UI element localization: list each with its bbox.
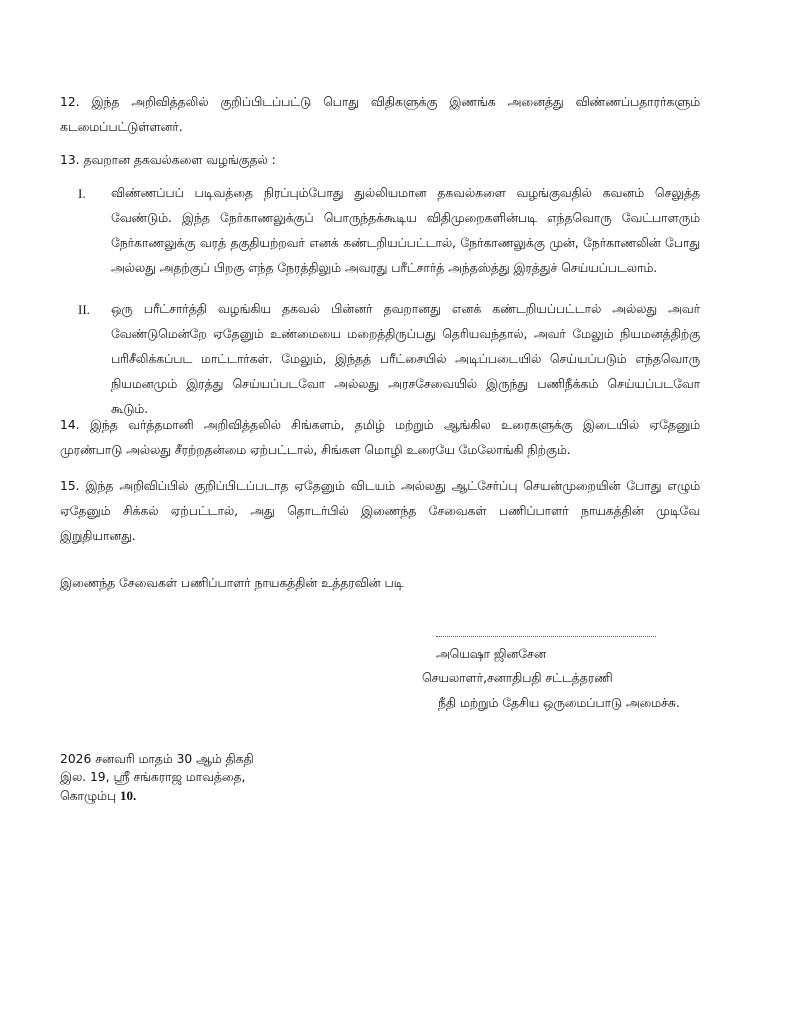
signatory-ministry: நீதி மற்றும் தேசிய ஒருமைப்பாடு அமைச்சு. (438, 696, 680, 710)
issue-date (60, 751, 254, 769)
paragraph-13-heading: 13. தவறான தகவல்களை வழங்குதல் : (60, 153, 276, 167)
paragraph-15: 15. இந்த அறிவிப்பில் குறிப்பிடப்படாத ஏதேனும் விடயம் அல்லது ஆட்சேர்ப்பு செயன்முறையின் போது எழும் ஏதேனும் சிக்கல் ஏற்பட்டால், அது தொடர்பில் இணைந்த சேவைகள் பணிப்பாளர் நாயகத்தின் முடிவே இறுதியானது. (60, 479, 700, 543)
order-line: இணைந்த சேவைகள் பணிப்பாளர் நாயகத்தின் உத்தரவின் படி (60, 576, 404, 590)
issue-date-rest: சனவரி மாதம் 30 ஆம் திகதி (95, 752, 254, 766)
paragraph-14: 14. இந்த வர்த்தமானி அறிவித்தலில் சிங்களம், தமிழ் மற்றும் ஆங்கில உரைகளுக்கு இடையில் ஏதேனும் முரண்பாடு அல்லது சீரற்றதன்மை ஏற்பட்டால், சிங்கள மொழி உரையே மேலோங்கி நிற்கும். (60, 418, 700, 457)
address-city-number: 10. (119, 788, 137, 803)
list-item-text: விண்ணப்பப் படிவத்தை நிரப்பும்போது துல்லியமான தகவல்களை வழங்குவதில் கவனம் செலுத்த வேண்டும். இந்த நேர்காணலுக்குப் பொருந்தக்கூடிய விதிமுறைகளின்படி எந்தவொரு வேட்பாளரும் நேர்காணலுக்கு வரத் தகுதியற்றவர் எனக் கண்டறியப்பட்டால், நேர்காணலுக்கு முன், நேர்காணலின் போது அல்லது அதற்குப் பிறகு எந்த நேரத்திலும் அவரது பரீட்சார்த் அந்தஸ்த்து இரத்துச் செய்யப்படலாம். (111, 186, 700, 275)
address-city (60, 787, 136, 806)
address-street: இல. 19, ஸ்ரீ சங்கராஜ மாவத்தை, (60, 770, 246, 784)
signature-line (436, 636, 656, 637)
signatory-title: செயலாளர்,சனாதிபதி சட்டத்தரணி (422, 671, 613, 685)
list-item-number: I. (78, 186, 86, 201)
list-item-2 (78, 297, 700, 422)
address-city-name: கொழும்பு (60, 789, 117, 803)
issue-date-year: 2026 (60, 752, 92, 766)
signatory-name: அயெஷா ஜினசேன (436, 647, 546, 661)
list-item-1 (78, 181, 700, 281)
list-item-text: ஒரு பரீட்சார்த்தி வழங்கிய தகவல் பின்னர் தவறானது எனக் கண்டறியப்பட்டால் அல்லது அவர் வேண்டுமென்றே ஏதேனும் உண்மையை மறைத்திருப்பது தெரியவந்தால், அவர் மேலும் நியமனத்திற்கு பரிசீலிக்கப்பட மாட்டார்கள். மேலும், இந்தத் பரீட்சையில் அடிப்படையில் செய்யப்படும் எந்தவொரு நியமனமும் இரத்து செய்யப்படவோ அல்லது அரசசேவையில் இருந்து பணிநீக்கம் செய்யப்படவோ கூடும். (111, 302, 700, 416)
list-item-number: II. (78, 302, 90, 317)
paragraph-12: 12. இந்த அறிவித்தலில் குறிப்பிடப்பட்டு பொது விதிகளுக்கு இணங்க அனைத்து விண்ணப்பதாரர்களும் கடமைப்பட்டுள்ளனர். (60, 95, 700, 134)
